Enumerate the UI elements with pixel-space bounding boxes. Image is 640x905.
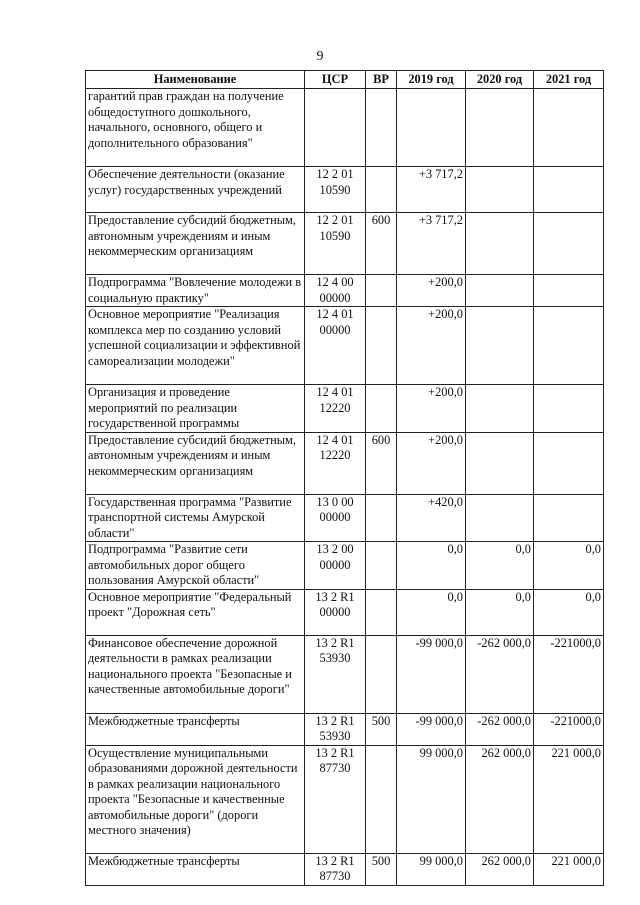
cell-name: Организация и проведение мероприятий по реализации государственной программы [86,385,305,433]
cell-2019: -99 000,0 [397,635,466,713]
cell-2019: +3 717,2 [397,167,466,213]
cell-2020: 0,0 [466,542,534,590]
cell-name: Предоставление субсидий бюджетным, автономным учреждениям и иным некоммерческим организациям [86,213,305,275]
table-row [86,275,604,307]
table-row [86,745,604,853]
cell-vr [366,307,397,385]
cell-2021: -221000,0 [534,635,604,713]
cell-2021 [534,307,604,385]
table-row [86,853,604,885]
cell-csr: 12 4 01 12220 [305,432,366,494]
cell-2020 [466,213,534,275]
header-2021: 2021 год [534,71,604,89]
table-row [86,589,604,635]
cell-2021: -221000,0 [534,713,604,745]
cell-2019 [397,89,466,167]
cell-vr [366,589,397,635]
cell-name: Межбюджетные трансферты [86,853,305,885]
cell-csr: 13 2 R1 87730 [305,853,366,885]
cell-name: Финансовое обеспечение дорожной деятельности в рамках реализации национального проекта "Безопасные и качественные автомобильные дороги" [86,635,305,713]
table-row [86,494,604,542]
cell-csr: 13 0 00 00000 [305,494,366,542]
cell-2019: 99 000,0 [397,745,466,853]
cell-2019: 0,0 [397,542,466,590]
cell-2020: 0,0 [466,589,534,635]
cell-vr: 600 [366,213,397,275]
cell-2019: +420,0 [397,494,466,542]
cell-vr: 500 [366,713,397,745]
cell-name: Межбюджетные трансферты [86,713,305,745]
table-row [86,307,604,385]
cell-2020 [466,167,534,213]
cell-name: Обеспечение деятельности (оказание услуг) государственных учреждений [86,167,305,213]
cell-name: Государственная программа "Развитие транспортной системы Амурской области" [86,494,305,542]
table-row [86,213,604,275]
cell-2019: 0,0 [397,589,466,635]
cell-2021 [534,89,604,167]
header-2020: 2020 год [466,71,534,89]
cell-vr [366,275,397,307]
cell-csr: 12 4 00 00000 [305,275,366,307]
cell-2020 [466,89,534,167]
cell-2021 [534,385,604,433]
table-body [86,89,604,886]
cell-vr [366,494,397,542]
cell-2020: -262 000,0 [466,635,534,713]
table-row [86,385,604,433]
cell-2021: 0,0 [534,589,604,635]
cell-csr: 12 2 01 10590 [305,213,366,275]
cell-2020: 262 000,0 [466,745,534,853]
page-number: 9 [316,49,324,64]
cell-name: гарантий прав граждан на получение общедоступного дошкольного, начального, основного, общего и дополнительного образования" [86,89,305,167]
cell-name: Подпрограмма "Вовлечение молодежи в социальную практику" [86,275,305,307]
cell-2020 [466,275,534,307]
cell-2021: 221 000,0 [534,853,604,885]
cell-2021 [534,167,604,213]
cell-2019: +3 717,2 [397,213,466,275]
cell-2019: +200,0 [397,307,466,385]
header-csr: ЦСР [305,71,366,89]
table-header-row [86,71,604,89]
cell-2020 [466,432,534,494]
cell-csr [305,89,366,167]
cell-2020: -262 000,0 [466,713,534,745]
cell-vr: 600 [366,432,397,494]
cell-csr: 12 4 01 12220 [305,385,366,433]
cell-name: Осуществление муниципальными образованиями дорожной деятельности в рамках реализации национального проекта "Безопасные и качественные автомобильные дороги" (дороги местного значения) [86,745,305,853]
cell-2019: +200,0 [397,432,466,494]
table-row [86,542,604,590]
header-name: Наименование [86,71,305,89]
header-vr: ВР [366,71,397,89]
cell-2021 [534,275,604,307]
cell-csr: 13 2 R1 53930 [305,635,366,713]
cell-2020: 262 000,0 [466,853,534,885]
cell-vr [366,385,397,433]
cell-csr: 12 2 01 10590 [305,167,366,213]
cell-name: Предоставление субсидий бюджетным, автономным учреждениям и иным некоммерческим организациям [86,432,305,494]
table-row [86,635,604,713]
cell-2021 [534,213,604,275]
cell-2021: 0,0 [534,542,604,590]
cell-2021 [534,432,604,494]
cell-vr [366,542,397,590]
cell-2019: +200,0 [397,275,466,307]
cell-2019: +200,0 [397,385,466,433]
cell-2020 [466,385,534,433]
cell-2019: -99 000,0 [397,713,466,745]
cell-2019: 99 000,0 [397,853,466,885]
budget-table [85,70,604,886]
cell-csr: 13 2 R1 00000 [305,589,366,635]
cell-vr [366,635,397,713]
cell-vr: 500 [366,853,397,885]
cell-name: Подпрограмма "Развитие сети автомобильных дорог общего пользования Амурской области" [86,542,305,590]
cell-name: Основное мероприятие "Реализация комплекса мер по созданию условий успешной социализации и эффективной самореализации молодежи" [86,307,305,385]
cell-csr: 12 4 01 00000 [305,307,366,385]
cell-2020 [466,494,534,542]
table-row [86,432,604,494]
table-row [86,167,604,213]
cell-csr: 13 2 R1 87730 [305,745,366,853]
cell-vr [366,89,397,167]
table-row [86,89,604,167]
cell-name: Основное мероприятие "Федеральный проект "Дорожная сеть" [86,589,305,635]
table-row [86,713,604,745]
cell-2020 [466,307,534,385]
header-2019: 2019 год [397,71,466,89]
cell-csr: 13 2 R1 53930 [305,713,366,745]
cell-vr [366,745,397,853]
cell-2021: 221 000,0 [534,745,604,853]
cell-2021 [534,494,604,542]
cell-vr [366,167,397,213]
cell-csr: 13 2 00 00000 [305,542,366,590]
